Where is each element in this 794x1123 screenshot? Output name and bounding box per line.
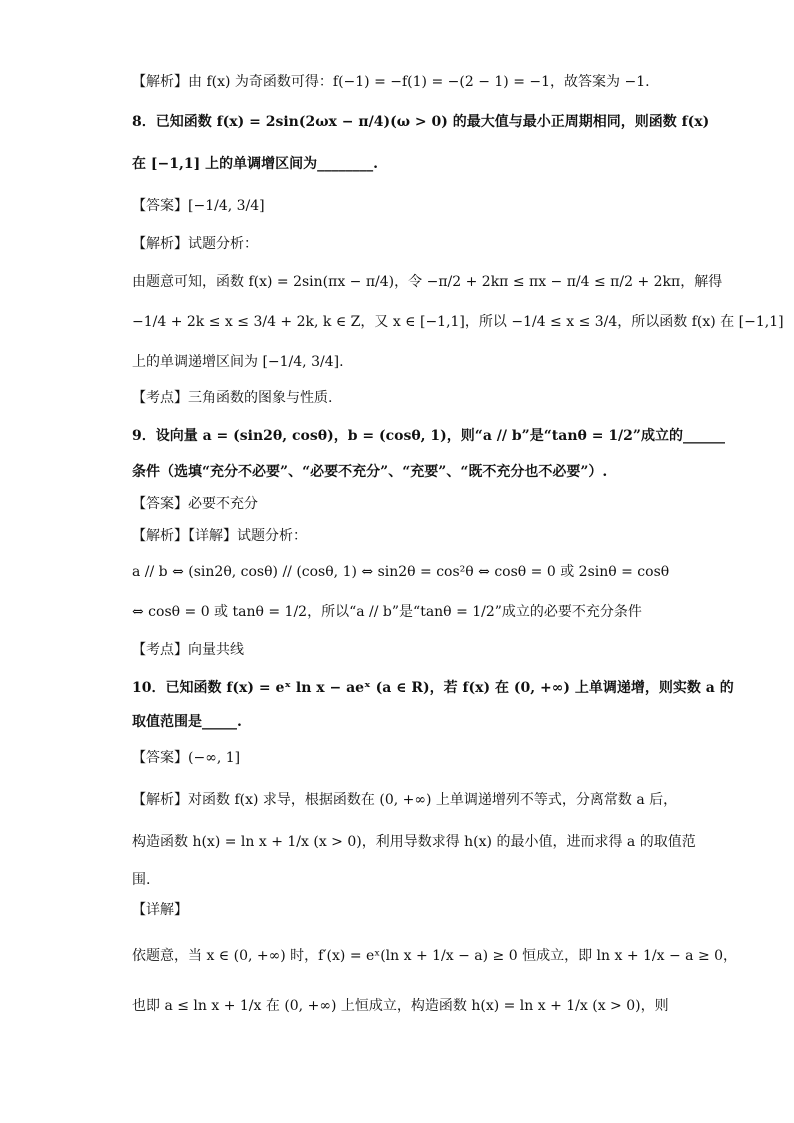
key-point-9: 【考点】向量共线	[132, 642, 244, 658]
answer-8: 【答案】[−1/4, 3/4]	[132, 198, 265, 214]
analysis-9-heading: 【解析】【详解】试题分析：	[132, 528, 307, 544]
analysis-8-heading: 【解析】试题分析：	[132, 236, 258, 252]
question-8-line-1: 8．已知函数 f(x) = 2sin(2ωx − π/4)(ω > 0) 的最大值与最小正周期相同，则函数 f(x)	[132, 114, 710, 130]
key-point-8: 【考点】三角函数的图象与性质.	[132, 390, 333, 406]
answer-10: 【答案】(−∞, 1]	[132, 750, 241, 766]
analysis-10-line-3: 围.	[132, 872, 151, 888]
analysis-8-line-1: 由题意可知，函数 f(x) = 2sin(πx − π/4)，令 −π/2 + 2kπ ≤ πx − π/4 ≤ π/2 + 2kπ，解得	[132, 274, 723, 290]
detail-10-heading: 【详解】	[132, 902, 188, 918]
question-9-line-2: 条件（选填“充分不必要”、“必要不充分”、“充要”、“既不充分也不必要”）.	[132, 464, 608, 480]
question-10-line-2: 取值范围是_____.	[132, 714, 242, 730]
analysis-10-line-1: 【解析】对函数 f(x) 求导，根据函数在 (0, +∞) 上单调递增列不等式，分离常数 a 后，	[132, 792, 678, 808]
analysis-8-line-3: 上的单调递增区间为 [−1/4, 3/4].	[132, 354, 344, 370]
question-8-line-2: 在 [−1,1] 上的单调增区间为________.	[132, 156, 378, 172]
analysis-8-line-2: −1/4 + 2k ≤ x ≤ 3/4 + 2k, k ∈ Z，又 x ∈ [−1,1]，所以 −1/4 ≤ x ≤ 3/4，所以函数 f(x) 在 [−1,1]	[132, 314, 784, 330]
question-9-line-1: 9．设向量 a = (sin2θ, cosθ)，b = (cosθ, 1)，则“a // b”是“tanθ = 1/2”成立的______	[132, 428, 725, 444]
analysis-9-line-1: a // b ⇔ (sin2θ, cosθ) // (cosθ, 1) ⇔ sin2θ = cos²θ ⇔ cosθ = 0 或 2sinθ = cosθ	[132, 564, 670, 580]
analysis-9-line-2: ⇔ cosθ = 0 或 tanθ = 1/2，所以“a // b”是“tanθ = 1/2”成立的必要不充分条件	[132, 604, 642, 620]
analysis-7-line: 【解析】由 f(x) 为奇函数可得：f(−1) = −f(1) = −(2 − 1) = −1，故答案为 −1.	[132, 74, 650, 90]
answer-9: 【答案】必要不充分	[132, 496, 258, 512]
detail-10-line-2: 也即 a ≤ ln x + 1/x 在 (0, +∞) 上恒成立，构造函数 h(x) = ln x + 1/x (x > 0)，则	[132, 998, 669, 1014]
detail-10-line-1: 依题意，当 x ∈ (0, +∞) 时，f′(x) = eˣ(ln x + 1/x − a) ≥ 0 恒成立，即 ln x + 1/x − a ≥ 0，	[132, 948, 738, 964]
question-10-line-1: 10．已知函数 f(x) = eˣ ln x − aeˣ (a ∈ R)，若 f(x) 在 (0, +∞) 上单调递增，则实数 a 的	[132, 680, 734, 696]
analysis-10-line-2: 构造函数 h(x) = ln x + 1/x (x > 0)，利用导数求得 h(x) 的最小值，进而求得 a 的取值范	[132, 834, 696, 850]
